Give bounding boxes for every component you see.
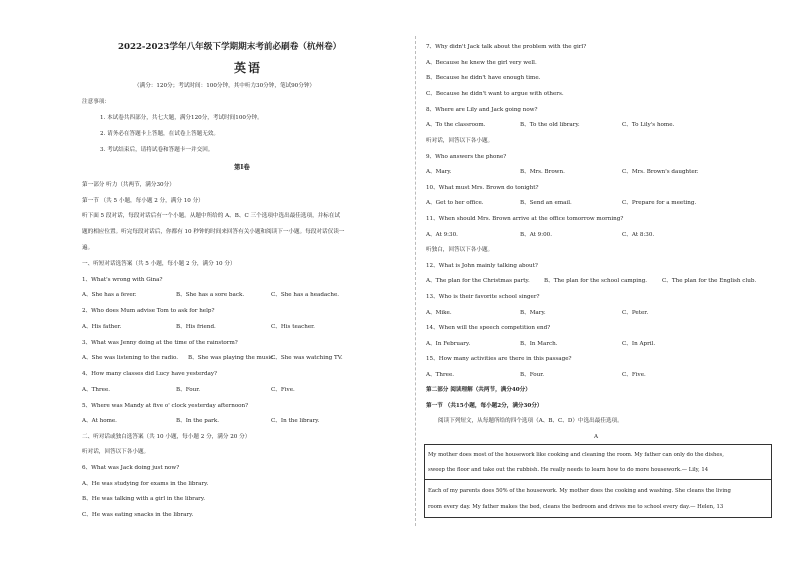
option-b[interactable]: B、To the old library.: [520, 122, 580, 128]
exam-info: （满分：120分；考试时间：100分钟，其中听力30分钟，笔试90分钟）: [134, 83, 316, 89]
passage-line: My mother does most of the housework like cooking and cleaning the room. My father can only do the dishes,: [428, 452, 724, 458]
note-item: 1. 本试卷共四部分，共七大题，满分120分，考试时间100分钟。: [100, 115, 263, 121]
subject-title: 英语: [234, 61, 263, 75]
option-c[interactable]: C、At 8:30.: [622, 232, 655, 238]
notes-heading: 注意事项：: [82, 99, 110, 105]
question-text: 1、What's wrong with Gina?: [82, 277, 163, 283]
option-c[interactable]: C、Five.: [271, 387, 295, 393]
part2-section-heading: 第一节 （共15小题，每小题2分，满分30分）: [426, 403, 543, 409]
option-a[interactable]: A、Get to her office.: [426, 200, 484, 206]
option-b[interactable]: B、Four.: [176, 387, 201, 393]
reading-instruction: 阅读下列短文，从每题所给的四个选项（A、B、C、D）中选出最佳选项。: [438, 418, 623, 424]
option-b[interactable]: B、Mrs. Brown.: [520, 169, 565, 175]
option-c[interactable]: C、Mrs. Brown's daughter.: [622, 169, 699, 175]
option-c[interactable]: C、Because he didn't want to argue with others.: [426, 91, 564, 97]
option-a[interactable]: A、She was listening to the radio.: [82, 355, 179, 361]
note-item: 3. 考试结束后，请将试卷和答题卡一并交回。: [100, 147, 214, 153]
passage-line: Each of my parents does 50% of the housework. My mother does the cooking and washing. She cleans the living: [428, 488, 731, 494]
instruction-line: 听下面 5 段对话，每段对话后有一个小题。从题中所给的 A、B、C 三个选项中选出最佳选项，并标在试: [82, 213, 341, 219]
option-c[interactable]: C、To Lily's home.: [622, 122, 675, 128]
option-c[interactable]: C、The plan for the English club.: [662, 278, 757, 284]
option-b[interactable]: B、At 9:00.: [520, 232, 553, 238]
section1-heading: 第一节 （共 5 小题，每小题 2 分，满分 10 分）: [82, 198, 204, 204]
part1-heading: 第一部分 听力（共两节，满分30分）: [82, 182, 175, 188]
listen-note: 听独白，回答以下各小题。: [426, 247, 494, 253]
subsection-heading: 一、听短对话选答案（共 5 小题，每小题 2 分，满分 10 分）: [82, 261, 236, 267]
question-text: 8、Where are Lily and Jack going now?: [426, 107, 538, 113]
option-b[interactable]: B、Because he didn't have enough time.: [426, 75, 541, 81]
question-text: 2、Who does Mum advise Tom to ask for help?: [82, 308, 215, 314]
option-b[interactable]: B、She was playing the music.: [188, 355, 276, 361]
option-a[interactable]: A、His father.: [82, 324, 122, 330]
question-text: 5、Where was Mandy at five o' clock yesterday afternoon?: [82, 403, 249, 409]
option-c[interactable]: C、His teacher.: [271, 324, 315, 330]
option-b[interactable]: B、She has a sore back.: [176, 292, 245, 298]
option-b[interactable]: B、In March.: [520, 341, 558, 347]
page-title: 2022-2023学年八年级下学期期末考前必刷卷（杭州卷）: [118, 42, 342, 52]
question-text: 14、When will the speech competition end?: [426, 325, 551, 331]
question-text: 9、Who answers the phone?: [426, 154, 507, 160]
part2-heading: 第二部分 阅读理解（共两节，满分40分）: [426, 387, 531, 393]
option-c[interactable]: C、Five.: [622, 372, 646, 378]
option-b[interactable]: B、He was talking with a girl in the library.: [82, 496, 206, 502]
option-c[interactable]: C、Prepare for a meeting.: [622, 200, 697, 206]
passage-line: sweep the floor and take out the rubbish. He really needs to learn how to do more housework.— Lily, 14: [428, 467, 709, 473]
option-a[interactable]: A、He was studying for exams in the library.: [82, 481, 209, 487]
option-b[interactable]: B、The plan for the school camping.: [544, 278, 648, 284]
option-c[interactable]: C、She was watching TV.: [271, 355, 343, 361]
instruction-line: 题的相应位置。听完每段对话后，你都有 10 秒钟的时间来回答有关小题和阅读下一小题。每段对话仅读一: [82, 229, 345, 235]
question-text: 10、What must Mrs. Brown do tonight?: [426, 185, 539, 191]
note-item: 2. 请务必在答题卡上答题，在试卷上答题无效。: [100, 131, 219, 137]
option-a[interactable]: A、Three.: [82, 387, 111, 393]
option-a[interactable]: A、At 9:30.: [426, 232, 458, 238]
passage-divider: [424, 479, 772, 480]
option-a[interactable]: A、She has a fever.: [82, 292, 137, 298]
option-b[interactable]: B、Four.: [520, 372, 545, 378]
passage-line: room every day. My father makes the bed, cleans the bedroom and drives me to school every day.— Helen, 13: [428, 504, 724, 510]
option-a[interactable]: A、Mary.: [426, 169, 452, 175]
column-divider: [415, 36, 416, 526]
question-text: 4、How many classes did Lucy have yesterday?: [82, 371, 218, 377]
option-c[interactable]: C、In April.: [622, 341, 656, 347]
question-text: 3、What was Jenny doing at the time of the rainstorm?: [82, 340, 238, 346]
option-a[interactable]: A、At home.: [82, 418, 117, 424]
listen-note: 听对话，回答以下各小题。: [426, 138, 494, 144]
option-c[interactable]: C、In the library.: [271, 418, 320, 424]
option-c[interactable]: C、She has a headache.: [271, 292, 340, 298]
option-a[interactable]: A、In February.: [426, 341, 471, 347]
question-text: 6、What was Jack doing just now?: [82, 465, 180, 471]
option-c[interactable]: C、Peter.: [622, 310, 649, 316]
option-a[interactable]: A、To the classroom.: [426, 122, 486, 128]
passage-label: A: [594, 434, 599, 440]
question-text: 11、When should Mrs. Brown arrive at the office tomorrow morning?: [426, 216, 624, 222]
option-a[interactable]: A、Mike.: [426, 310, 452, 316]
option-b[interactable]: B、Mary.: [520, 310, 546, 316]
question-text: 7、Why didn't Jack talk about the problem with the girl?: [426, 44, 587, 50]
option-b[interactable]: B、Send an email.: [520, 200, 572, 206]
option-c[interactable]: C、He was eating snacks in the library.: [82, 512, 194, 518]
instruction-line: 遍。: [82, 245, 94, 251]
option-b[interactable]: B、His friend.: [176, 324, 216, 330]
listen-note: 听对话，回答以下各小题。: [82, 449, 150, 455]
option-a[interactable]: A、Because he knew the girl very well.: [426, 60, 537, 66]
question-text: 12、What is John mainly talking about?: [426, 263, 538, 269]
option-a[interactable]: A、The plan for the Christmas party.: [426, 278, 530, 284]
option-b[interactable]: B、In the park.: [176, 418, 219, 424]
option-a[interactable]: A、Three.: [426, 372, 455, 378]
question-text: 13、Who is their favorite school singer?: [426, 294, 540, 300]
question-text: 15、How many activities are there in this passage?: [426, 356, 572, 362]
volume-label: 第Ⅰ卷: [234, 163, 250, 171]
subsection-heading: 二、听对话或独白选答案（共 10 小题，每小题 2 分，满分 20 分）: [82, 434, 251, 440]
